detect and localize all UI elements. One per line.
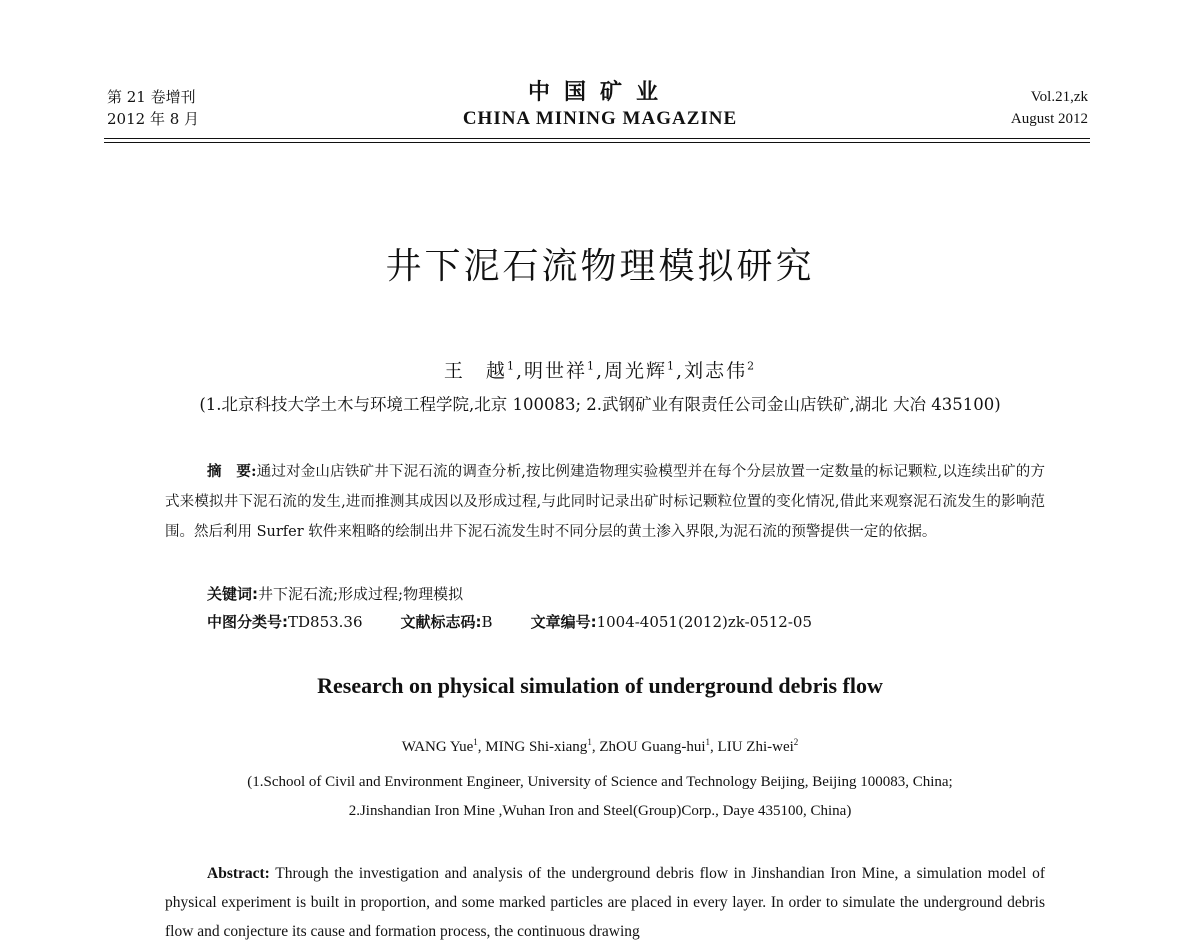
abstract-label-en: Abstract: bbox=[207, 865, 270, 882]
doc-code-label: 文献标志码: bbox=[400, 613, 482, 631]
affiliation-cn: (1.北京科技大学土木与环境工程学院,北京 100083; 2.武钢矿业有限责任公司金山店铁矿,湖北 大冶 435100) bbox=[199, 395, 1001, 414]
keywords-cn bbox=[207, 583, 463, 605]
doc-code-value: B bbox=[481, 613, 493, 631]
affiliation-en-line1: (1.School of Civil and Environment Engineer, University of Science and Technology Beijing, Beijing 100083, China; bbox=[247, 774, 953, 790]
keywords-label-cn: 关键词: bbox=[207, 585, 258, 603]
author-name: WANG Yue bbox=[401, 739, 474, 755]
abstract-cn bbox=[165, 457, 1045, 547]
affiliation-mark: 1 bbox=[506, 359, 516, 373]
abstract-en bbox=[165, 859, 1045, 946]
author-name: , LIU Zhi-wei bbox=[710, 739, 794, 755]
journal-name-en: CHINA MINING MAGAZINE bbox=[462, 108, 738, 129]
keywords-text-cn: 井下泥石流;形成过程;物理模拟 bbox=[258, 585, 464, 603]
article-number-label: 文章编号: bbox=[530, 613, 597, 631]
header-issue-info bbox=[107, 86, 199, 130]
affiliation-en-line2: 2.Jinshandian Iron Mine ,Wuhan Iron and Steel(Group)Corp., Daye 435100, China) bbox=[348, 803, 852, 819]
author-name: ,明世祥 bbox=[515, 360, 587, 382]
abstract-text-en: Through the investigation and analysis of the underground debris flow in Jinshandian Iron Mine, a simulation model of physical experiment is built in proportion, and some marked particles are placed in every layer. In order to simulate the underground debris flow and conjecture its cause and formation process, the continuous drawing bbox=[165, 865, 1045, 940]
header-volume-en: Vol.21,zk bbox=[1030, 89, 1088, 105]
affiliation-mark: 1 bbox=[587, 737, 592, 747]
header-volume-cn: 第 21 卷增刊 bbox=[107, 88, 196, 106]
clc-value: TD853.36 bbox=[288, 613, 363, 631]
journal-name-cn: 中国矿业 bbox=[527, 79, 672, 105]
affiliation-en bbox=[0, 768, 1200, 826]
clc-label: 中图分类号: bbox=[207, 613, 288, 631]
header-volume-info bbox=[1011, 86, 1088, 130]
affiliation-mark: 1 bbox=[705, 737, 711, 747]
author-name: , ZhOU Guang-hui bbox=[591, 739, 706, 755]
header-date-en: August 2012 bbox=[1010, 111, 1088, 127]
journal-masthead bbox=[400, 78, 800, 132]
paper-title-en: Research on physical simulation of underground debris flow bbox=[317, 673, 883, 698]
author-name: ,刘志伟 bbox=[676, 360, 748, 382]
author-name: , MING Shi-xiang bbox=[477, 739, 588, 755]
abstract-label-cn: 摘 要: bbox=[207, 463, 257, 480]
abstract-text-cn: 通过对金山店铁矿井下泥石流的调查分析,按比例建造物理实验模型并在每个分层放置一定数量的标记颗粒,以连续出矿的方式来模拟井下泥石流的发生,进而推测其成因以及形成过程,与此同时记录出矿时标记颗粒位置的变化情况,借此来观察泥石流发生的影响范围。然后利用 Surfer 软件来粗略的绘制出井下泥石流发生时不同分层的黄土渗入界限,为泥石流的预警提供一定的依据。 bbox=[165, 464, 1045, 540]
article-number-value: 1004-4051(2012)zk-0512-05 bbox=[596, 613, 812, 631]
affiliation-mark: 1 bbox=[473, 737, 478, 747]
author-name: 王 越 bbox=[443, 360, 507, 382]
affiliation-mark: 1 bbox=[586, 359, 596, 373]
authors-cn bbox=[0, 356, 1200, 383]
paper-title-cn: 井下泥石流物理模拟研究 bbox=[385, 246, 815, 287]
affiliation-mark: 2 bbox=[793, 737, 799, 747]
header-date-cn: 2012 年 8 月 bbox=[107, 110, 200, 128]
author-name: ,周光辉 bbox=[595, 360, 668, 382]
authors-en bbox=[0, 737, 1200, 756]
affiliation-mark: 1 bbox=[667, 359, 677, 373]
affiliation-mark: 2 bbox=[747, 359, 757, 373]
header-rule-thin bbox=[104, 142, 1090, 143]
header-rule-thick bbox=[104, 138, 1090, 139]
classification-line bbox=[207, 611, 850, 633]
